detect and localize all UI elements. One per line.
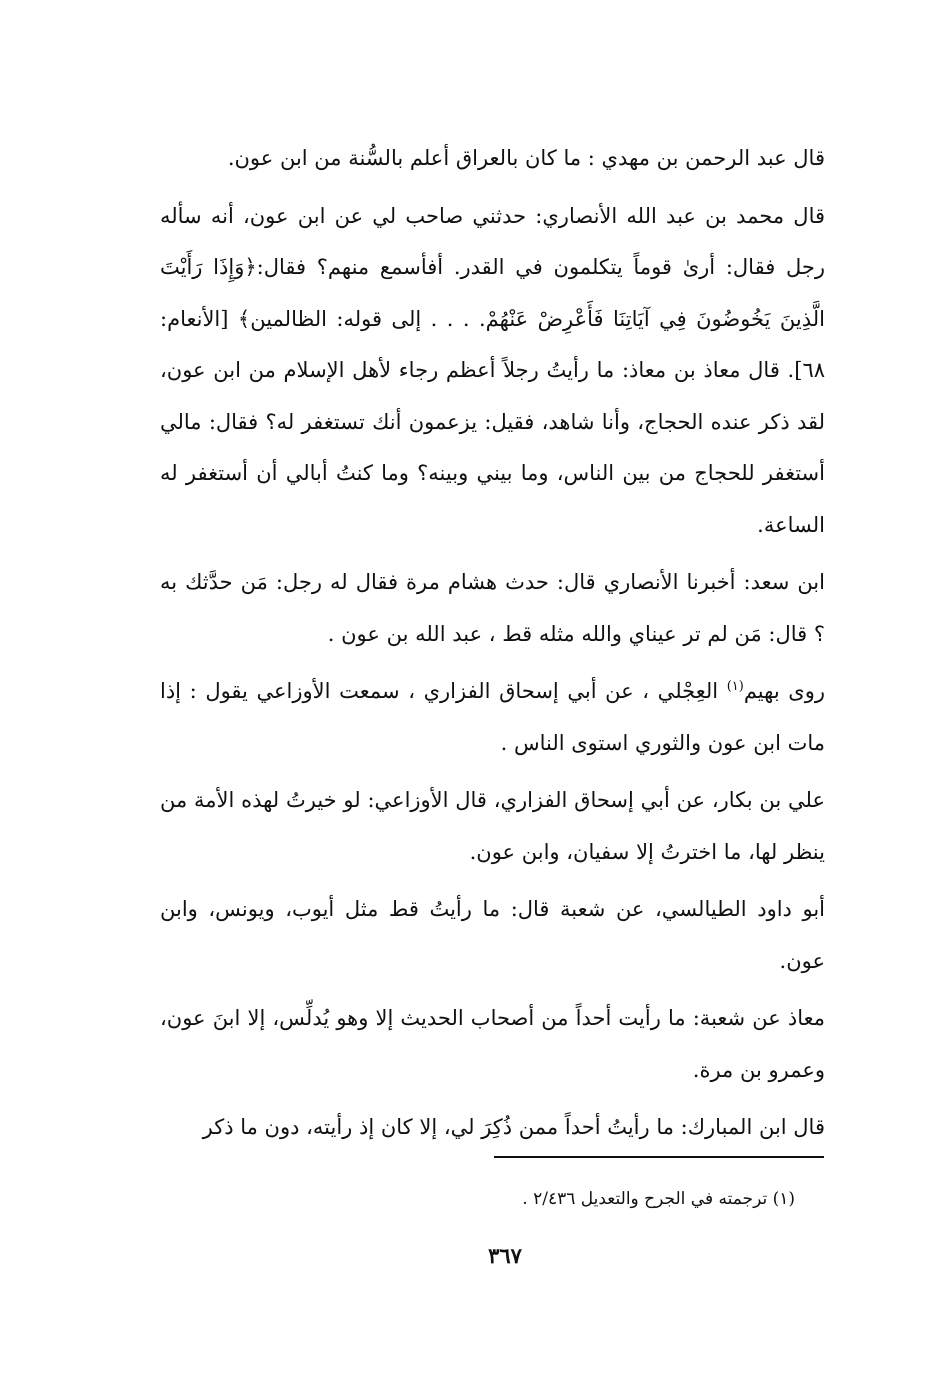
footnote: (١) ترجمته في الجرح والتعديل ٢/٤٣٦ . [522,1189,795,1209]
footnote-marker[interactable]: (١) [726,679,744,694]
paragraph-5: علي بن بكار، عن أبي إسحاق الفزاري، قال الأوزاعي: لو خيرتُ لهذه الأمة من ينظر لها، ما اخترتُ إلا سفيان، وابن عون. [160,788,825,864]
paragraph-4-rest: العِجْلي ، عن أبي إسحاق الفزاري ، سمعت الأوزاعي يقول : إذا مات ابن عون والثوري استوى الناس . [160,679,825,755]
paragraph-7: معاذ عن شعبة: ما رأيت أحداً من أصحاب الحديث إلا وهو يُدلِّس، إلا ابنَ عون، وعمرو بن مرة. [160,1006,825,1082]
paragraph-1: قال عبد الرحمن بن مهدي : ما كان بالعراق أعلم بالسُّنة من ابن عون. [227,146,825,170]
paragraph-4 [160,666,825,769]
page-number: ٣٦٧ [488,1243,522,1268]
footnote-divider [494,1156,824,1158]
paragraph-4-start: روى بهيم [743,679,826,703]
main-text [160,133,825,1154]
paragraph-3: ابن سعد: أخبرنا الأنصاري قال: حدث هشام مرة فقال له رجل: مَن حدَّثك به ؟ قال: مَن لم تر عيناي والله مثله قط ، عبد الله بن عون . [160,570,825,646]
paragraph-8: قال ابن المبارك: ما رأيتُ أحداً ممن ذُكِرَ لي، إلا كان إذ رأيته، دون ما ذكر [202,1115,825,1139]
paragraph-6: أبو داود الطيالسي، عن شعبة قال: ما رأيتُ قط مثل أيوب، ويونس، وابن عون. [160,897,825,973]
paragraph-2: قال محمد بن عبد الله الأنصاري: حدثني صاحب لي عن ابن عون، أنه سأله رجل فقال: أرىٰ قوماً يتكلمون في القدر. أفأسمع منهم؟ فقال:﴿وَإِذَا رَأَيْتَ الَّذِينَ يَخُوضُونَ فِي آيَاتِنَا فَأَعْرِضْ عَنْهُمْ. . . . إلى قوله: الظالمين﴾ [الأنعام: ٦٨]. قال معاذ بن معاذ: ما رأيتُ رجلاً أعظم رجاء لأهل الإسلام من ابن عون، لقد ذكر عنده الحجاج، وأنا شاهد، فقيل: يزعمون أنك تستغفر له؟ فقال: مالي أستغفر للحجاج من بين الناس، وما بيني وبينه؟ وما كنتُ أبالي أن أستغفر له الساعة. [160,203,825,537]
